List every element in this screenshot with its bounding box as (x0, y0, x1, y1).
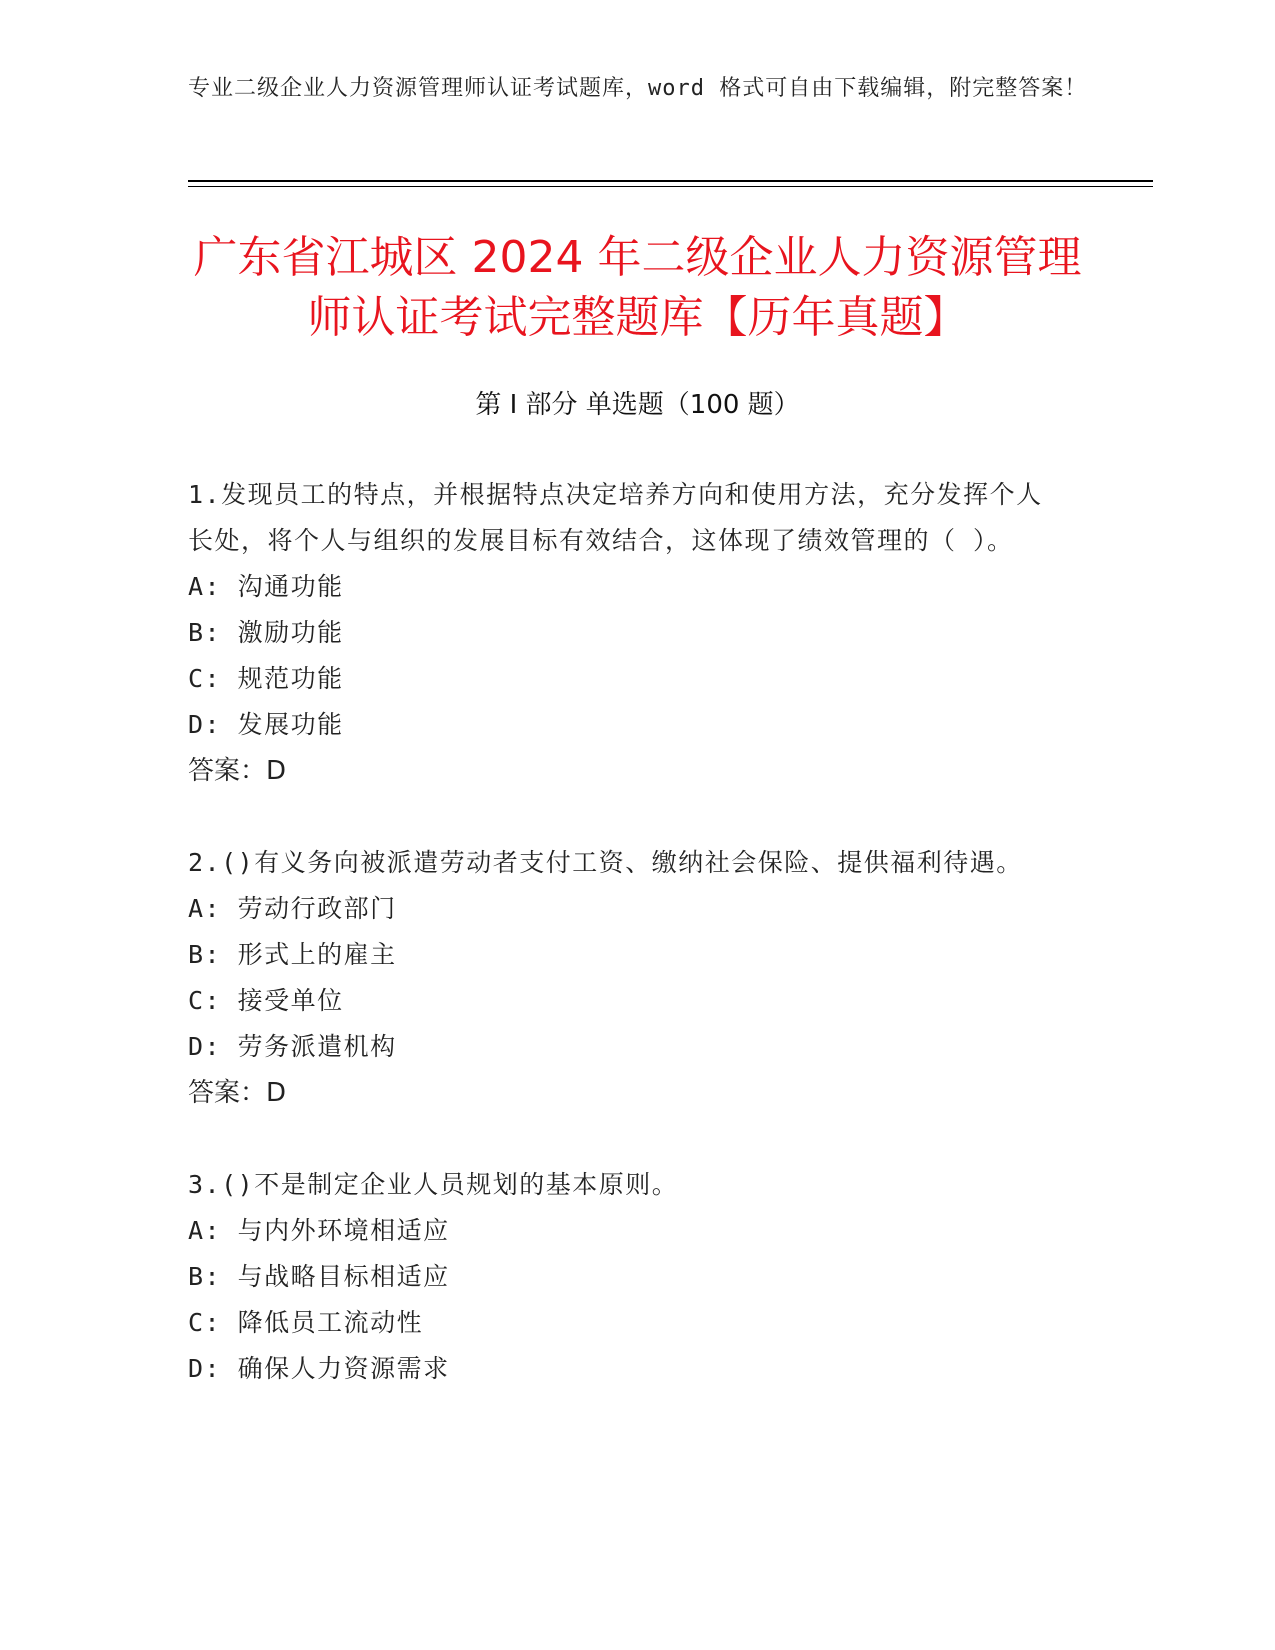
option-d: D: 确保人力资源需求 (188, 1354, 450, 1383)
section-title: 第 I 部分 单选题（100 题） (475, 390, 800, 420)
option-a: A: 沟通功能 (188, 572, 344, 601)
question-1 (188, 472, 1068, 794)
title-line-2: 师认证考试完整题库【历年真题】 (307, 292, 968, 343)
option-c: C: 接受单位 (188, 986, 344, 1015)
title-line-1: 广东省江城区 2024 年二级企业人力资源管理 (193, 232, 1082, 283)
question-list (188, 472, 1068, 1438)
option-a: A: 劳动行政部门 (188, 894, 397, 923)
option-c: C: 降低员工流动性 (188, 1308, 424, 1337)
option-c: C: 规范功能 (188, 664, 344, 693)
header-note: 专业二级企业人力资源管理师认证考试题库，word 格式可自由下载编辑，附完整答案！ (188, 76, 1088, 101)
question-2 (188, 840, 1068, 1116)
option-d: D: 劳务派遣机构 (188, 1032, 397, 1061)
option-b: B: 激励功能 (188, 618, 344, 647)
question-text: 2.()有义务向被派遣劳动者支付工资、缴纳社会保险、提供福利待遇。 (188, 848, 1023, 877)
option-a: A: 与内外环境相适应 (188, 1216, 450, 1245)
header-rule-thin (188, 186, 1153, 187)
document-title (150, 228, 1125, 348)
question-text: 3.()不是制定企业人员规划的基本原则。 (188, 1170, 679, 1199)
answer: 答案：D (188, 1078, 287, 1108)
answer: 答案：D (188, 756, 287, 786)
question-text: 1.发现员工的特点，并根据特点决定培养方向和使用方法，充分发挥个人长处，将个人与组织的发展目标有效结合，这体现了绩效管理的（ ）。 (188, 480, 1043, 555)
question-3 (188, 1162, 1068, 1392)
option-d: D: 发展功能 (188, 710, 344, 739)
header-rule-thick (188, 180, 1153, 182)
option-b: B: 形式上的雇主 (188, 940, 397, 969)
option-b: B: 与战略目标相适应 (188, 1262, 450, 1291)
